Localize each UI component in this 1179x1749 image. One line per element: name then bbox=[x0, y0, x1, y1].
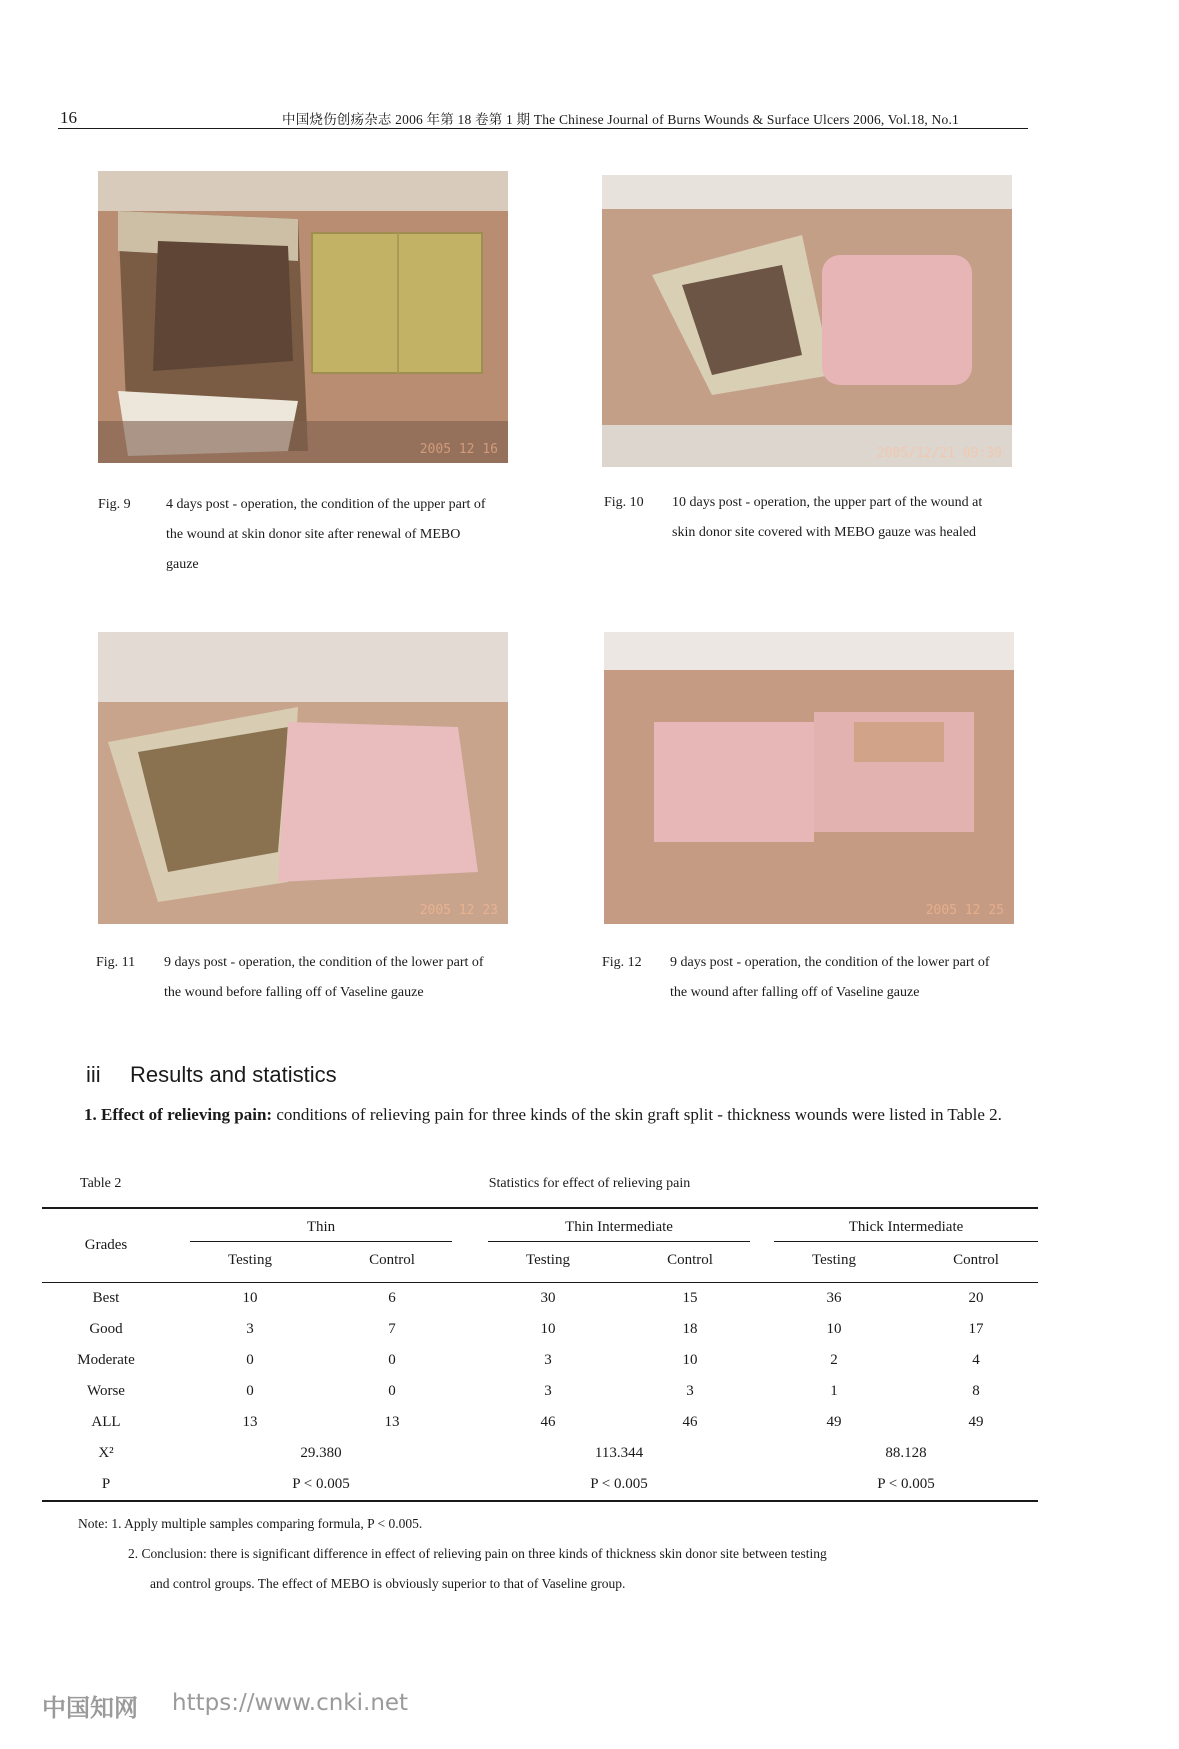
cnki-logo: 中国知网 bbox=[42, 1694, 138, 1722]
table-subheader: Testing bbox=[812, 1252, 856, 1268]
table-cell: 3 bbox=[544, 1352, 552, 1368]
figure-9-timestamp: 2005 12 16 bbox=[419, 442, 498, 457]
group-rule-thin-intermediate bbox=[488, 1241, 750, 1242]
header-rule bbox=[58, 128, 1028, 129]
table-top-rule bbox=[42, 1207, 1038, 1209]
journal-header: 中国烧伤创疡杂志 2006 年第 18 卷第 1 期 The Chinese Journal of Burns Wounds & Surface Ulcers 2006, Vol.18, No.1 bbox=[282, 112, 959, 127]
table-cell: 2 bbox=[830, 1352, 838, 1368]
figure-12-caption bbox=[602, 948, 1012, 1048]
table-row-grade: Best bbox=[92, 1290, 120, 1306]
table-title: Statistics for effect of relieving pain bbox=[488, 1176, 691, 1191]
table-subheader: Control bbox=[667, 1252, 713, 1268]
figure-12-timestamp: 2005 12 25 bbox=[925, 903, 1004, 918]
figure-12-label: Fig. 12 bbox=[602, 955, 642, 970]
section-number: iii bbox=[86, 1062, 101, 1087]
paragraph-lead: 1. Effect of relieving pain: bbox=[84, 1105, 273, 1124]
table-cell: 13 bbox=[242, 1414, 258, 1430]
figure-11-caption bbox=[96, 948, 506, 1048]
table-cell: 46 bbox=[540, 1414, 556, 1430]
figure-10-photo bbox=[602, 175, 1012, 467]
table-group-thick-intermediate: Thick Intermediate bbox=[848, 1219, 964, 1235]
paragraph-text: conditions of relieving pain for three kinds of the skin graft split - thickness wounds were listed in Table 2. bbox=[272, 1105, 1002, 1124]
figure-9-label: Fig. 9 bbox=[98, 497, 131, 512]
table-cell: 8 bbox=[972, 1383, 980, 1399]
table-subheader: Testing bbox=[228, 1252, 272, 1268]
table-subheader: Testing bbox=[526, 1252, 570, 1268]
table-cell: 49 bbox=[826, 1414, 842, 1430]
group-rule-thin bbox=[190, 1241, 452, 1242]
table-cell: 10 bbox=[242, 1290, 258, 1306]
table-cell: 15 bbox=[682, 1290, 698, 1306]
table-cell: 3 bbox=[686, 1383, 694, 1399]
table-cell: 36 bbox=[826, 1290, 842, 1306]
page-number: 16 bbox=[60, 108, 77, 127]
table-cell: 18 bbox=[682, 1321, 698, 1337]
table-header-rule bbox=[42, 1282, 1038, 1283]
table-subheader: Control bbox=[953, 1252, 999, 1268]
figure-10-caption-text: 10 days post - operation, the upper part of the wound at skin donor site covered with MEBO gauze was healed bbox=[672, 495, 983, 540]
table-cell: 4 bbox=[972, 1352, 980, 1368]
table-chi-value: 88.128 bbox=[885, 1445, 927, 1461]
table-chi-value: 113.344 bbox=[594, 1445, 644, 1461]
figure-11-label: Fig. 11 bbox=[96, 955, 136, 970]
table-row-header: Grades bbox=[84, 1237, 128, 1253]
figure-10-caption bbox=[604, 488, 1014, 588]
table-cell: 3 bbox=[246, 1321, 254, 1337]
table-subheader: Control bbox=[369, 1252, 415, 1268]
section-title: Results and statistics bbox=[130, 1062, 337, 1087]
figure-11-photo bbox=[98, 632, 508, 924]
figure-9-caption bbox=[98, 490, 508, 590]
table-cell: 0 bbox=[246, 1352, 254, 1368]
table-cell: 10 bbox=[826, 1321, 842, 1337]
table-row-grade: Moderate bbox=[77, 1352, 135, 1368]
figure-9-caption-text: 4 days post - operation, the condition of the upper part of the wound at skin donor site after renewal of MEBO gauze bbox=[166, 497, 486, 572]
table-row-grade: ALL bbox=[91, 1414, 121, 1430]
table-cell: 46 bbox=[682, 1414, 698, 1430]
table-cell: 10 bbox=[682, 1352, 698, 1368]
table-cell: 13 bbox=[384, 1414, 400, 1430]
table-row-grade: Good bbox=[89, 1321, 123, 1337]
table-note-1: Note: 1. Apply multiple samples comparing formula, P < 0.005. bbox=[78, 1516, 423, 1531]
section-heading bbox=[86, 1062, 337, 1088]
table-cell: 49 bbox=[968, 1414, 984, 1430]
table-cell: 0 bbox=[388, 1383, 396, 1399]
table-cell: 1 bbox=[830, 1383, 838, 1399]
table-group-thin-intermediate: Thin Intermediate bbox=[565, 1219, 673, 1235]
figure-9-photo bbox=[98, 171, 508, 463]
table-cell: 0 bbox=[388, 1352, 396, 1368]
table-chi-label: X² bbox=[98, 1445, 114, 1461]
table-group-thin: Thin bbox=[306, 1219, 336, 1235]
table-number: Table 2 bbox=[80, 1176, 122, 1191]
body-paragraph bbox=[44, 1098, 1044, 1131]
figure-12-caption-text: 9 days post - operation, the condition of the lower part of the wound after falling off of Vaseline gauze bbox=[670, 955, 990, 1000]
table-note-2-line-1: 2. Conclusion: there is significant difference in effect of relieving pain on three kinds of thickness skin donor site between testing bbox=[128, 1546, 827, 1561]
figure-10-timestamp: 2005/12/21 09:39 bbox=[876, 446, 1002, 461]
figure-10-label: Fig. 10 bbox=[604, 495, 644, 510]
table-p-value: P < 0.005 bbox=[590, 1476, 648, 1492]
table-chi-value: 29.380 bbox=[300, 1445, 342, 1461]
table-note-2-line-2: and control groups. The effect of MEBO is obviously superior to that of Vaseline group. bbox=[150, 1576, 626, 1591]
figure-12-photo bbox=[604, 632, 1014, 924]
table-cell: 7 bbox=[388, 1321, 396, 1337]
table-cell: 3 bbox=[544, 1383, 552, 1399]
table-cell: 10 bbox=[540, 1321, 556, 1337]
table-p-value: P < 0.005 bbox=[292, 1476, 350, 1492]
table-bottom-rule bbox=[42, 1500, 1038, 1502]
table-cell: 30 bbox=[540, 1290, 556, 1306]
cnki-url[interactable]: https://www.cnki.net bbox=[172, 1690, 409, 1716]
table-cell: 6 bbox=[388, 1290, 396, 1306]
table-p-label: P bbox=[101, 1476, 111, 1492]
table-cell: 20 bbox=[968, 1290, 984, 1306]
group-rule-thick-intermediate bbox=[774, 1241, 1038, 1242]
figure-11-timestamp: 2005 12 23 bbox=[419, 903, 498, 918]
table-row-grade: Worse bbox=[87, 1383, 125, 1399]
figure-11-caption-text: 9 days post - operation, the condition of the lower part of the wound before falling off of Vaseline gauze bbox=[164, 955, 484, 1000]
table-p-value: P < 0.005 bbox=[877, 1476, 935, 1492]
table-cell: 17 bbox=[968, 1321, 984, 1337]
table-cell: 0 bbox=[246, 1383, 254, 1399]
